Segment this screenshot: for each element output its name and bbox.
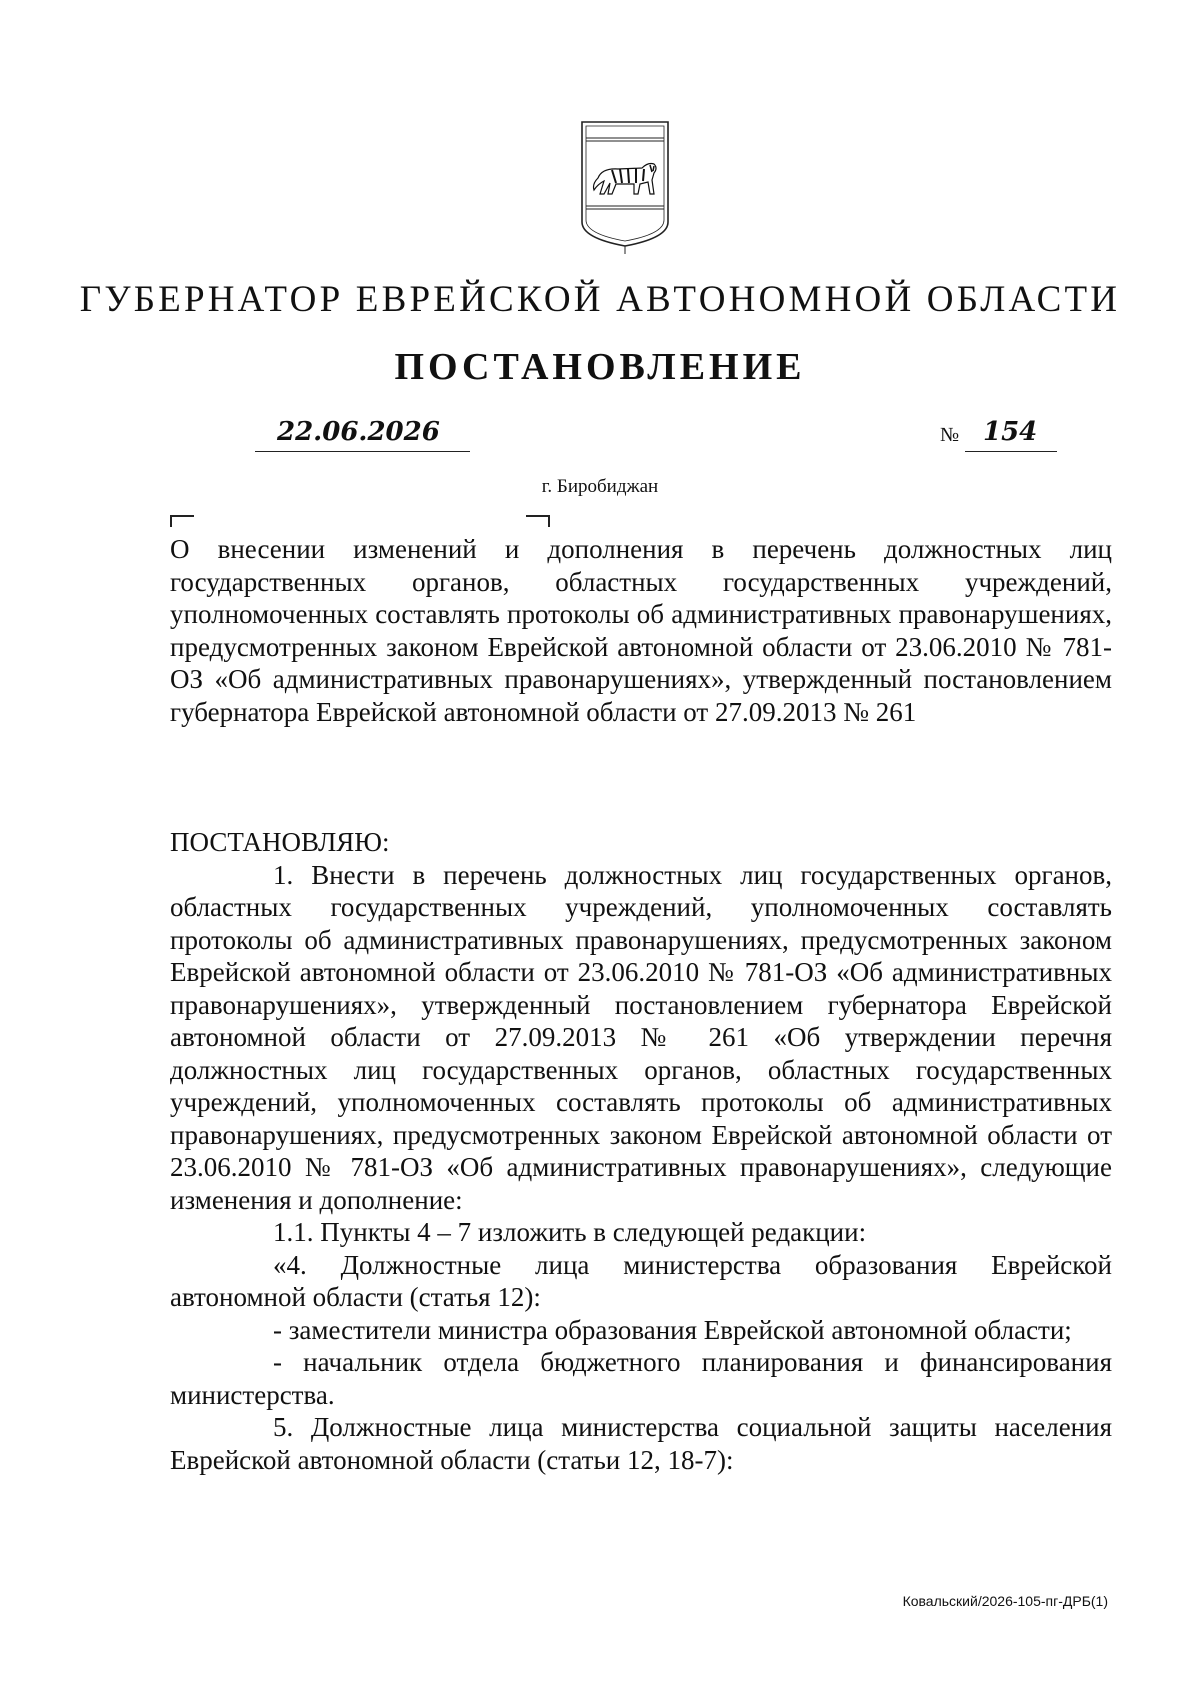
body-paragraph: 5. Должностные лица министерства социальной защиты населения Еврейской автономной области (статьи 12, 18-7): xyxy=(170,1412,1112,1475)
document-body xyxy=(170,826,1112,1476)
document-code: Ковальский/2026-105-пг-ДРБ(1) xyxy=(902,1593,1108,1609)
document-type: ПОСТАНОВЛЕНИЕ xyxy=(394,346,806,388)
body-paragraph: - заместители министра образования Еврейской автономной области; xyxy=(273,1314,1072,1345)
body-paragraph: «4. Должностные лица министерства образования Еврейской автономной области (статья 12): xyxy=(170,1249,1112,1312)
city: г. Биробиджан xyxy=(541,476,659,497)
issuer-title: ГУБЕРНАТОР ЕВРЕЙСКОЙ АВТОНОМНОЙ ОБЛАСТИ xyxy=(79,279,1121,320)
document-date: 22.06.2026 xyxy=(255,410,470,452)
bracket-left xyxy=(170,515,194,527)
number-label: № xyxy=(940,424,960,446)
body-paragraph: 1.1. Пункты 4 – 7 изложить в следующей редакции: xyxy=(273,1217,867,1247)
resolution-lead: ПОСТАНОВЛЯЮ: xyxy=(170,827,390,857)
document-number: 154 xyxy=(965,410,1057,452)
document-subject: О внесении изменений и дополнения в перечень должностных лиц государственных органов, областных государственных учреждений, уполномоченных составлять протоколы об административных правонарушениях, предусмотренных законом Еврейской автономной области от 23.06.2010 № 781-ОЗ «Об административных правонарушениях», утвержденный постановлением губернатора Еврейской автономной области от 27.09.2013 № 261 xyxy=(170,534,1112,727)
body-paragraph: - начальник отдела бюджетного планирования и финансирования министерства. xyxy=(170,1347,1112,1410)
body-paragraph: 1. Внести в перечень должностных лиц государственных органов, областных государственных учреждений, уполномоченных составлять протоколы об административных правонарушениях, предусмотренных законом Еврейской автономной области от 23.06.2010 № 781-ОЗ «Об административных правонарушениях», утвержденный постановлением губернатора Еврейской автономной области от 27.09.2013 № 261 «Об утверждении перечня должностных лиц государственных органов, областных государственных учреждений, уполномоченных составлять протоколы об административных правонарушениях, предусмотренных законом Еврейской автономной области от 23.06.2010 № 781-ОЗ «Об административных правонарушениях», следующие изменения и дополнение: xyxy=(170,859,1112,1215)
coat-of-arms-tiger-icon xyxy=(578,118,672,256)
bracket-right xyxy=(526,515,550,527)
